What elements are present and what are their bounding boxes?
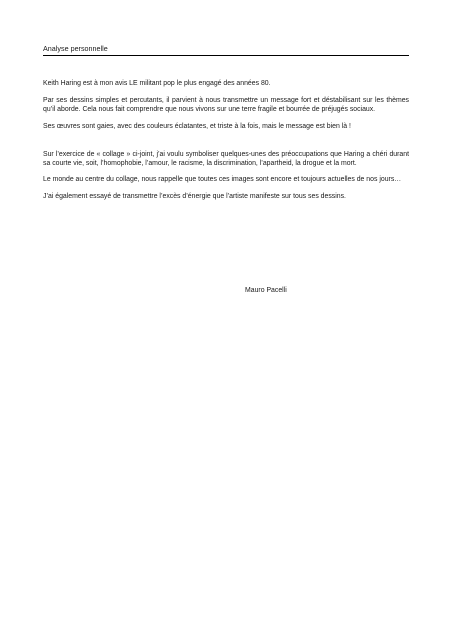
page-header bbox=[43, 44, 409, 56]
paragraph-intro: Keith Haring est à mon avis LE militant pop le plus engagé des années 80. bbox=[43, 80, 271, 87]
signature-name: Mauro Pacelli bbox=[245, 287, 287, 294]
signature bbox=[245, 286, 287, 295]
paragraph-energy: J’ai également essayé de transmettre l’excès d’énergie que l’artiste manifeste sur tous ses dessins. bbox=[43, 193, 346, 201]
paragraph-works: Ses œuvres sont gaies, avec des couleurs éclatantes, et triste à la fois, mais le message est bien là ! bbox=[43, 122, 351, 130]
document-body bbox=[43, 80, 409, 210]
paragraph-world: Le monde au centre du collage, nous rappelle que toutes ces images sont encore et toujours actuelles de nos jours… bbox=[43, 176, 402, 184]
header-title: Analyse personnelle bbox=[43, 44, 108, 53]
paragraph-message: Par ses dessins simples et percutants, il parvient à nous transmettre un message fort et déstabilisant sur les thèmes qu’il aborde. Cela nous fait comprendre que nous vivons sur une terre fragile et bourrée de préjugés sociaux. bbox=[43, 96, 409, 113]
paragraph-collage: Sur l’exercice de « collage » ci-joint, j’ai voulu symboliser quelques-unes des préoccupations que Haring a chéri durant sa courte vie, soit, l’homophobie, l’amour, le racisme, la discrimination, l’apartheid, la drogue et la mort. bbox=[43, 150, 409, 167]
